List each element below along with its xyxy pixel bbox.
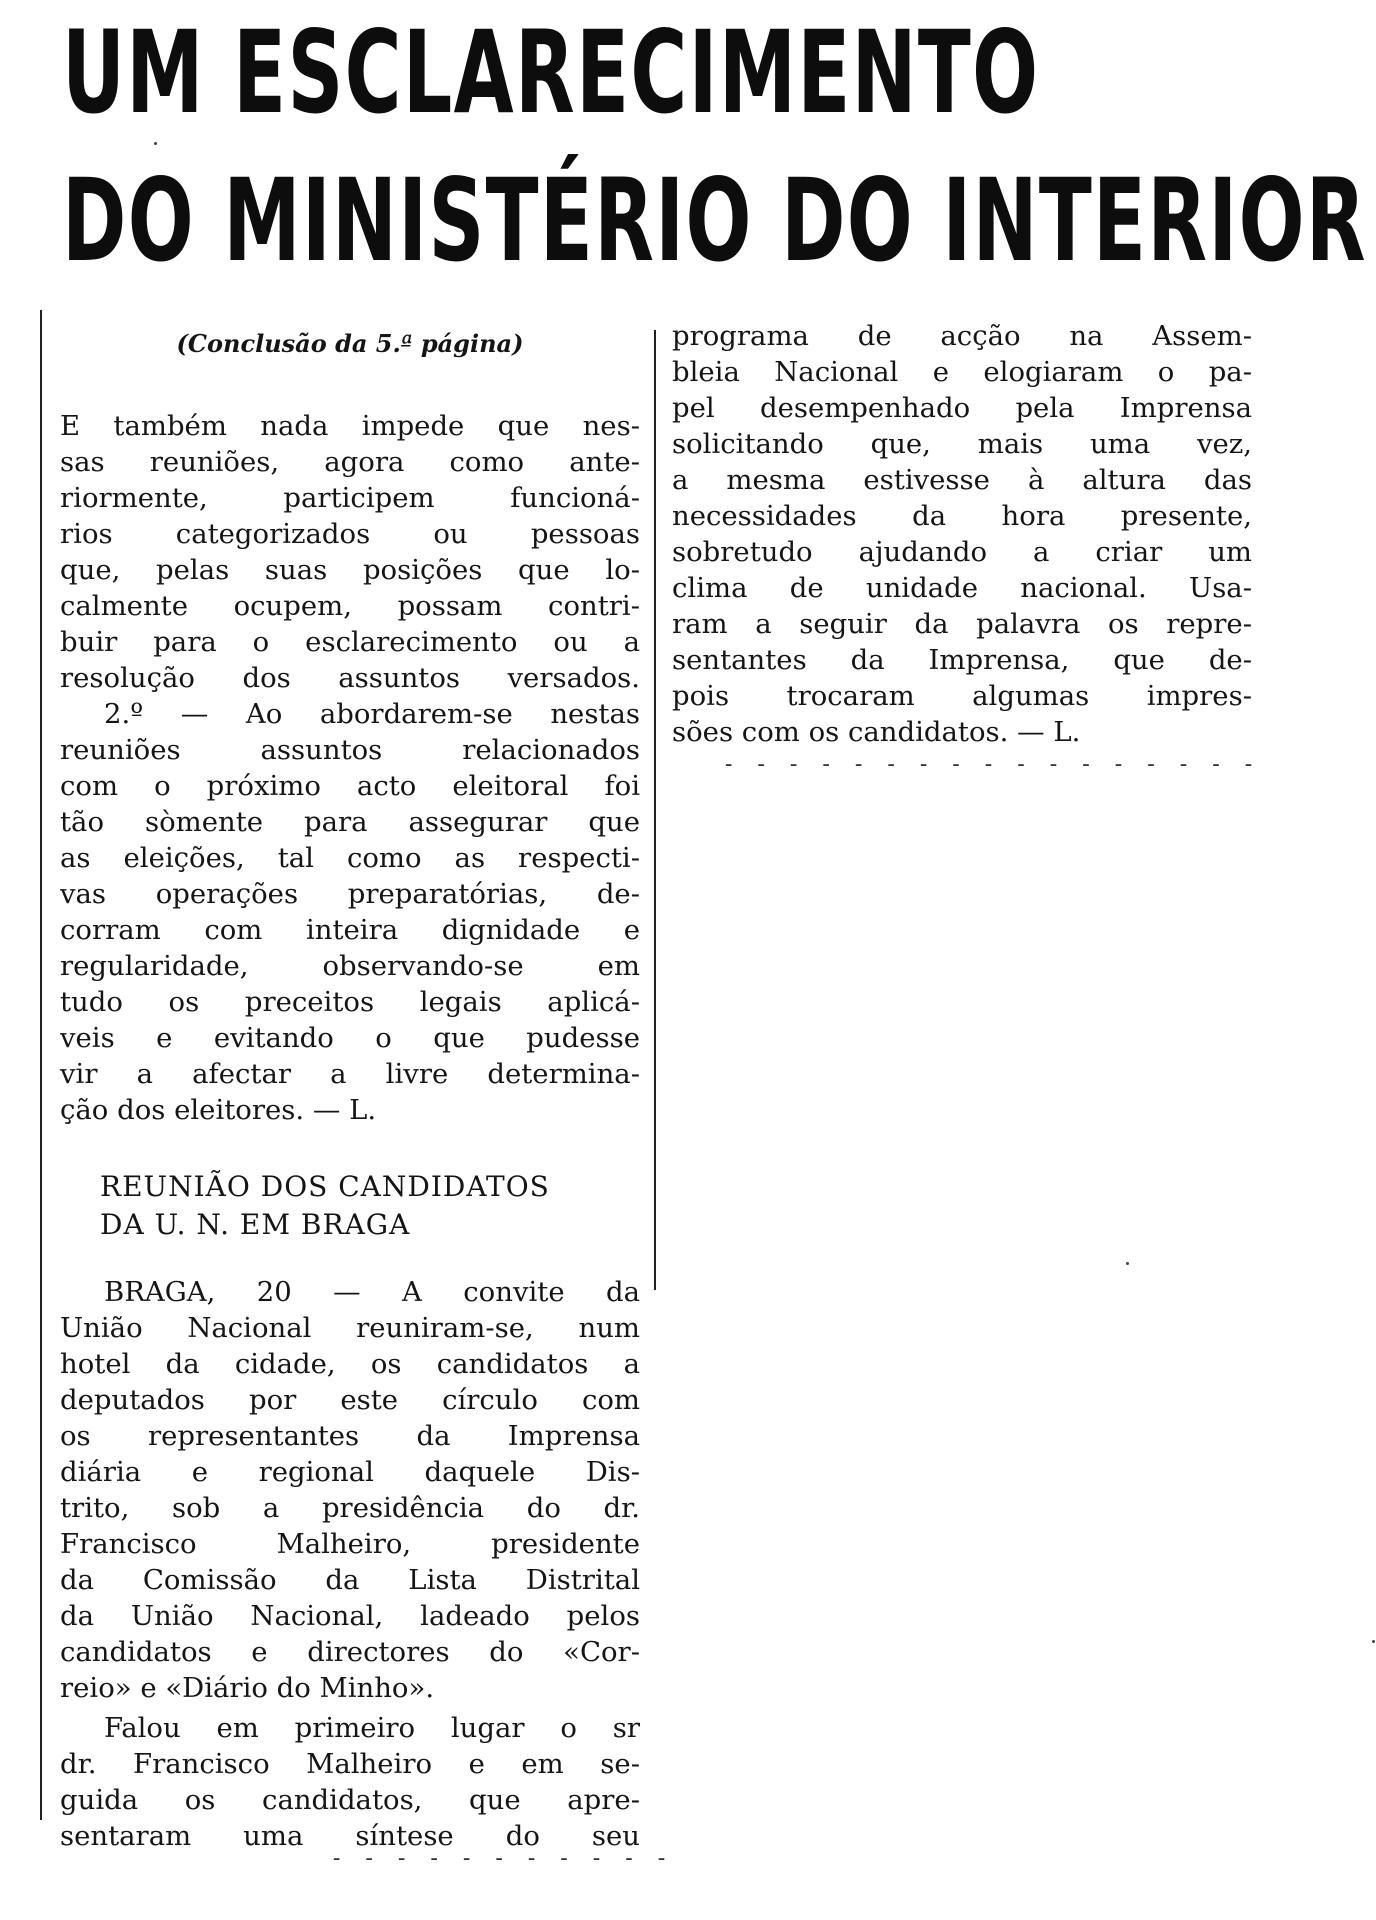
right-column xyxy=(672,318,1252,750)
text-line: veis e evitando o que pudesse xyxy=(60,1022,640,1054)
left-column xyxy=(60,326,640,1854)
print-speck xyxy=(1372,1640,1375,1643)
text-line: Francisco Malheiro, presidente xyxy=(60,1528,640,1560)
article-paragraph-1 xyxy=(60,408,640,696)
separator-left: - - - - - - - - - - - xyxy=(330,1846,672,1871)
headline-line-2: DO MINISTÉRIO DO INTERIOR xyxy=(62,154,1367,287)
text-line: vir a afectar a livre determina- xyxy=(60,1058,640,1090)
text-line: sentaram uma síntese do seu xyxy=(60,1820,640,1852)
text-line: vas operações preparatórias, de- xyxy=(60,878,640,910)
text-line: tão sòmente para assegurar que xyxy=(60,806,640,838)
subheading xyxy=(100,1168,640,1244)
text-line: reio» e «Diário do Minho». xyxy=(60,1672,435,1704)
article-paragraph-3 xyxy=(60,1274,640,1706)
text-line: as eleições, tal como as respecti- xyxy=(60,842,640,874)
continuation-note: (Conclusão da 5.ª página) xyxy=(176,329,524,358)
text-line: que, pelas suas posições que lo- xyxy=(60,554,640,586)
article-paragraph-5 xyxy=(672,318,1252,750)
article-paragraph-4 xyxy=(60,1710,640,1854)
text-line: E também nada impede que nes- xyxy=(60,410,640,442)
text-line: 2.º — Ao abordarem-se nestas xyxy=(104,698,640,730)
text-line: hotel da cidade, os candidatos a xyxy=(60,1348,640,1380)
print-speck xyxy=(154,142,157,145)
print-speck xyxy=(1126,1262,1129,1265)
text-line: ram a seguir da palavra os repre- xyxy=(672,608,1252,640)
text-line: a mesma estivesse à altura das xyxy=(672,464,1252,496)
text-line: sas reuniões, agora como ante- xyxy=(60,446,640,478)
text-line: regularidade, observando-se em xyxy=(60,950,640,982)
text-line: diária e regional daquele Dis- xyxy=(60,1456,640,1488)
left-column-rule xyxy=(40,310,42,1820)
subheading-line: REUNIÃO DOS CANDIDATOS xyxy=(100,1170,550,1203)
text-line: BRAGA, 20 — A convite da xyxy=(104,1276,640,1308)
text-line: os representantes da Imprensa xyxy=(60,1420,640,1452)
text-line: riormente, participem funcioná- xyxy=(60,482,640,514)
article-paragraph-2 xyxy=(60,696,640,1128)
text-line: corram com inteira dignidade e xyxy=(60,914,640,946)
text-line: da Comissão da Lista Distrital xyxy=(60,1564,640,1596)
text-line: reuniões assuntos relacionados xyxy=(60,734,640,766)
text-line: com o próximo acto eleitoral foi xyxy=(60,770,640,802)
text-line: sentantes da Imprensa, que de- xyxy=(672,644,1252,676)
text-line: Falou em primeiro lugar o sr xyxy=(104,1712,640,1744)
text-line: guida os candidatos, que apre- xyxy=(60,1784,640,1816)
text-line: sobretudo ajudando a criar um xyxy=(672,536,1252,568)
headline-line-1: UM ESCLARECIMENTO xyxy=(62,6,1040,139)
text-line: sões com os candidatos. — L. xyxy=(672,716,1081,748)
text-line: deputados por este círculo com xyxy=(60,1384,640,1416)
text-line: calmente ocupem, possam contri- xyxy=(60,590,640,622)
text-line: solicitando que, mais uma vez, xyxy=(672,428,1252,460)
subheading-line: DA U. N. EM BRAGA xyxy=(100,1208,411,1241)
text-line: clima de unidade nacional. Usa- xyxy=(672,572,1252,604)
text-line: da União Nacional, ladeado pelos xyxy=(60,1600,640,1632)
text-line: ção dos eleitores. — L. xyxy=(60,1094,377,1126)
text-line: necessidades da hora presente, xyxy=(672,500,1252,532)
text-line: tudo os preceitos legais aplicá- xyxy=(60,986,640,1018)
text-line: trito, sob a presidência do dr. xyxy=(60,1492,640,1524)
separator-right: - - - - - - - - - - - - - - - - - xyxy=(722,752,1259,777)
text-line: buir para o esclarecimento ou a xyxy=(60,626,640,658)
column-divider-rule xyxy=(654,330,656,1290)
text-line: bleia Nacional e elogiaram o pa- xyxy=(672,356,1252,388)
text-line: candidatos e directores do «Cor- xyxy=(60,1636,640,1668)
text-line: programa de acção na Assem- xyxy=(672,320,1252,352)
text-line: União Nacional reuniram-se, num xyxy=(60,1312,640,1344)
text-line: rios categorizados ou pessoas xyxy=(60,518,640,550)
text-line: pel desempenhado pela Imprensa xyxy=(672,392,1252,424)
text-line: dr. Francisco Malheiro e em se- xyxy=(60,1748,640,1780)
text-line: pois trocaram algumas impres- xyxy=(672,680,1252,712)
text-line: resolução dos assuntos versados. xyxy=(60,662,640,694)
